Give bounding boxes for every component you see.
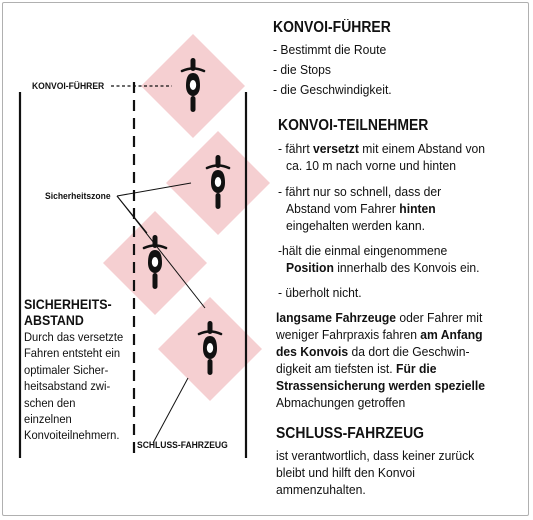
participants-item-2: - fährt nur so schnell, dass der [278, 184, 442, 199]
sweep-pointer-line [153, 378, 188, 443]
sweep-text: ist verantwortlich, dass keiner zurück [276, 448, 475, 463]
safety-distance-heading-1: SICHERHEITS- [24, 297, 112, 312]
participants-item-3-cont: Position innerhalb des Konvois ein. [286, 260, 480, 275]
participants-paragraph: digkeit am tiefsten ist. Für die [276, 361, 437, 376]
sweep-text: bleibt und hilft den Konvoi [276, 465, 415, 480]
participants-item-3: -hält die einmal eingenommene [278, 243, 448, 258]
participants-item-1: - fährt versetzt mit einem Abstand von [278, 141, 486, 156]
participants-paragraph: Abmachungen getroffen [276, 395, 406, 410]
participants-paragraph: des Konvois da dort die Geschwin- [276, 344, 470, 359]
safety-zone-label: Sicherheitszone [45, 191, 111, 202]
participants-item-4: - überholt nicht. [278, 285, 362, 300]
participants-item-2-cont: Abstand vom Fahrer hinten [286, 201, 436, 216]
participants-paragraph: langsame Fahrzeuge oder Fahrer mit [276, 310, 483, 325]
leader-item: - die Geschwindigkeit. [273, 82, 392, 97]
leader-item: - die Stops [273, 62, 332, 77]
participants-heading: KONVOI-TEILNEHMER [278, 117, 429, 134]
participants-paragraph: Strassensicherung werden spezielle [276, 378, 486, 393]
participants-item-2-cont: eingehalten werden kann. [286, 218, 425, 233]
participants-paragraph: weniger Fahrpraxis fahren am Anfang [276, 327, 483, 342]
safety-distance-text: schen den [24, 396, 76, 410]
safety-distance-text: Durch das versetzte [24, 330, 124, 344]
sweep-text: ammenzuhalten. [276, 482, 366, 497]
safety-distance-text: einzelnen [24, 412, 72, 426]
leader-heading: KONVOI-FÜHRER [273, 19, 391, 36]
sweep-vehicle-label: SCHLUSS-FAHRZEUG [137, 440, 228, 451]
sweep-heading: SCHLUSS-FAHRZEUG [276, 425, 425, 442]
safety-distance-text: optimaler Sicher- [24, 363, 109, 377]
safety-distance-text: Konvoiteilnehmern. [24, 428, 120, 442]
safety-distance-heading-2: ABSTAND [24, 313, 84, 328]
leader-label: KONVOI-FÜHRER [32, 81, 105, 92]
safety-distance-text: Fahren entsteht ein [24, 346, 121, 360]
safety-distance-text: heitsabstand zwi- [24, 379, 111, 393]
participants-item-1-cont: ca. 10 m nach vorne und hinten [286, 158, 456, 173]
leader-item: - Bestimmt die Route [273, 42, 387, 57]
